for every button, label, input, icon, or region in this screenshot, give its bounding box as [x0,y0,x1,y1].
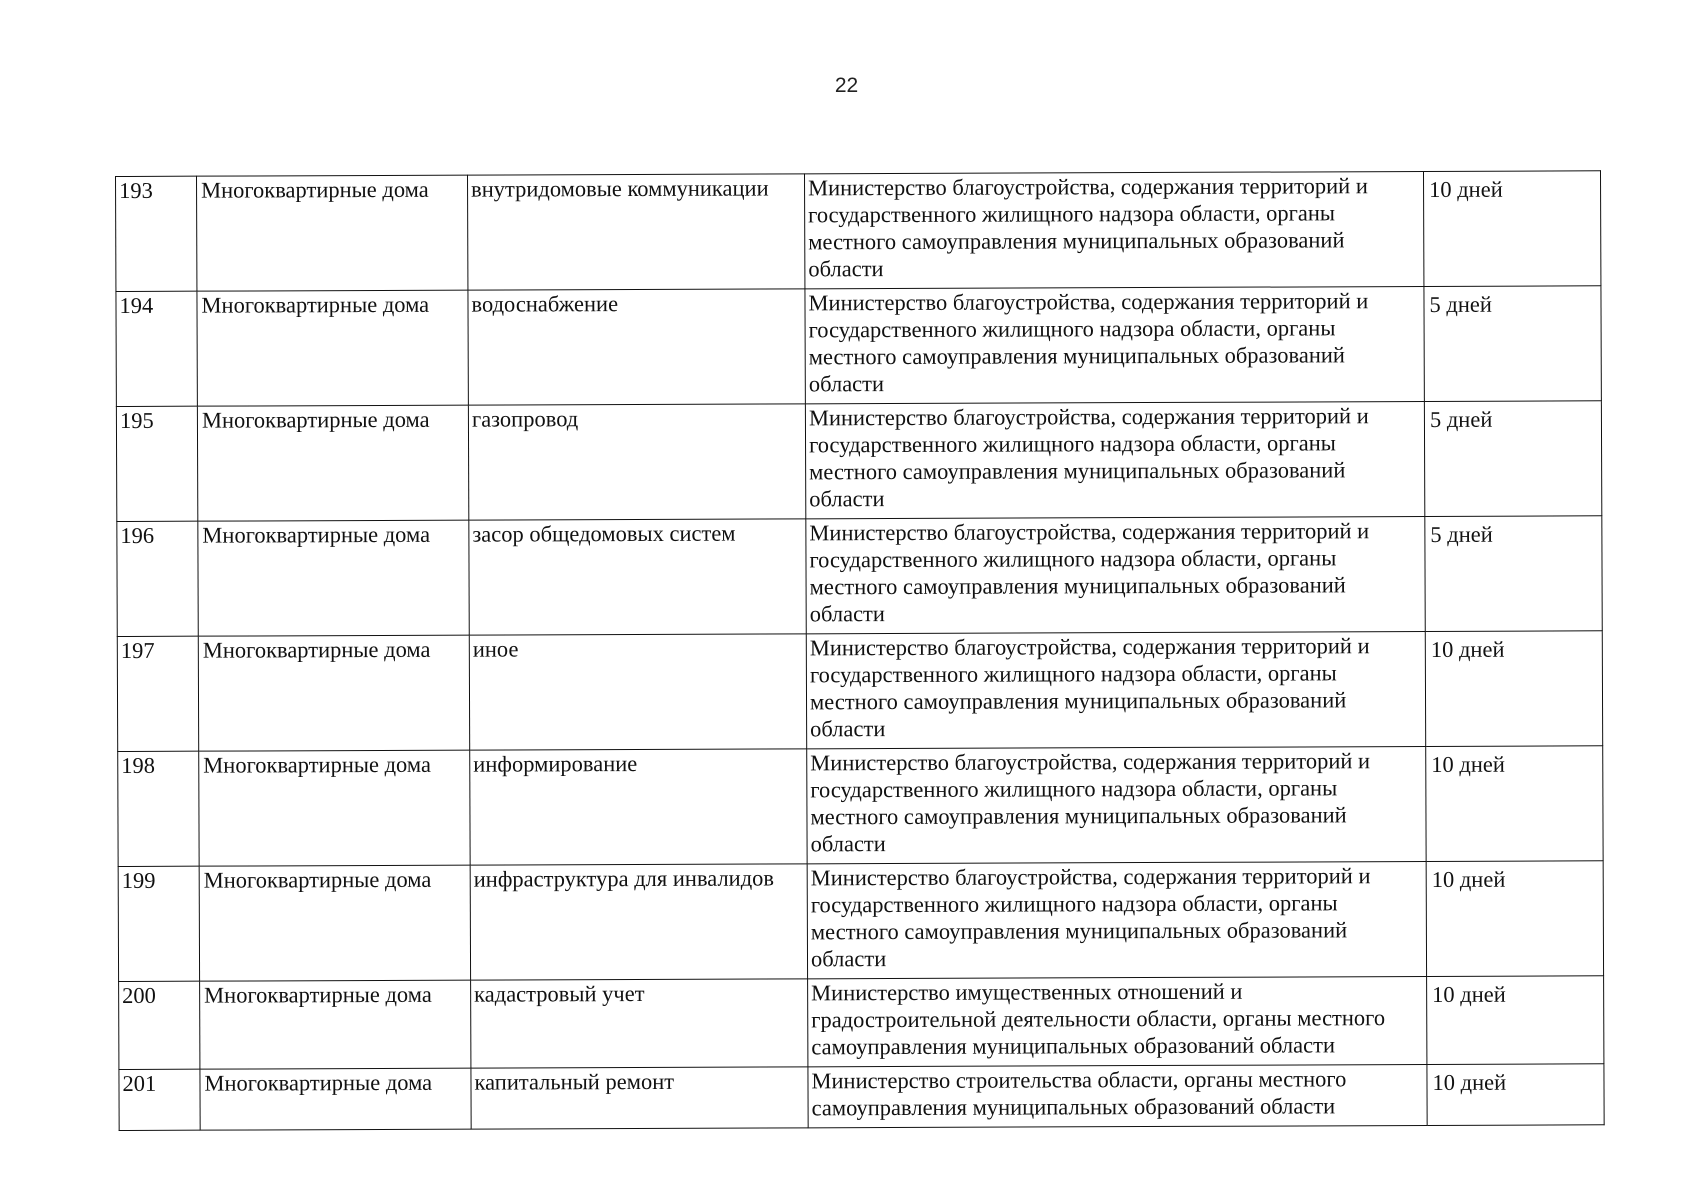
page-number: 22 [834,74,859,97]
row-number: 199 [118,866,199,981]
table-row [119,976,1604,1070]
response-period: 5 дней [1424,286,1601,402]
issue-topic: газопровод [468,404,805,520]
issue-topic: внутридомовые коммуникации [467,174,804,290]
response-period: 10 дней [1426,746,1603,862]
issue-topic: инфраструктура для инвалидов [470,864,807,980]
row-number: 196 [117,521,198,636]
table-row [116,401,1601,522]
responsible-authority: Министерство имущественных отношений и градостроительной деятельности области, органы местного самоуправления муниципальных образований области [808,976,1427,1066]
table-row [116,171,1601,292]
responsible-authority: Министерство благоустройства, содержания территорий и государственного жилищного надзора области, органы местного самоуправления муниципальных образований области [805,401,1424,518]
registry-table-body [116,171,1605,1131]
responsible-authority: Министерство благоустройства, содержания территорий и государственного жилищного надзора области, органы местного самоуправления муниципальных образований области [807,861,1426,978]
object-category: Многоквартирные дома [197,175,468,291]
responsible-authority: Министерство благоустройства, содержания территорий и государственного жилищного надзора области, органы местного самоуправления муниципальных образований области [806,631,1425,748]
issue-topic: капитальный ремонт [471,1067,808,1129]
object-category: Многоквартирные дома [197,405,468,521]
response-period: 10 дней [1423,171,1600,287]
issue-topic: засор общедомовых систем [469,519,806,635]
table-row [119,1064,1604,1131]
object-category: Многоквартирные дома [198,635,469,751]
table-row [117,516,1602,637]
row-number: 200 [119,981,200,1069]
issue-topic: кадастровый учет [471,979,808,1068]
table-row [118,861,1603,982]
response-period: 10 дней [1425,631,1602,747]
row-number: 198 [118,751,199,866]
object-category: Многоквартирные дома [197,290,468,406]
responsible-authority: Министерство благоустройства, содержания территорий и государственного жилищного надзора области, органы местного самоуправления муниципальных образований области [805,286,1424,403]
issue-topic: информирование [470,749,807,865]
response-period: 10 дней [1427,976,1604,1065]
responsible-authority: Министерство строительства области, органы местного самоуправления муниципальных образований области [808,1064,1427,1127]
response-period: 5 дней [1425,516,1602,632]
object-category: Многоквартирные дома [199,865,470,981]
response-period: 10 дней [1426,861,1603,977]
registry-table [115,170,1605,1131]
row-number: 195 [116,406,197,521]
object-category: Многоквартирные дома [198,520,469,636]
row-number: 197 [117,636,198,751]
responsible-authority: Министерство благоустройства, содержания территорий и государственного жилищного надзора области, органы местного самоуправления муниципальных образований области [807,746,1426,863]
table-row [117,631,1602,752]
issue-topic: иное [469,634,806,750]
table-row [116,286,1601,407]
object-category: Многоквартирные дома [200,1068,471,1130]
table-row [118,746,1603,867]
issue-topic: водоснабжение [468,289,805,405]
responsible-authority: Министерство благоустройства, содержания территорий и государственного жилищного надзора области, органы местного самоуправления муниципальных образований области [806,516,1425,633]
object-category: Многоквартирные дома [200,980,471,1069]
row-number: 201 [119,1069,200,1130]
response-period: 10 дней [1427,1064,1604,1126]
response-period: 5 дней [1424,401,1601,517]
responsible-authority: Министерство благоустройства, содержания территорий и государственного жилищного надзора области, органы местного самоуправления муниципальных образований области [804,171,1423,288]
row-number: 193 [116,176,197,291]
object-category: Многоквартирные дома [199,750,470,866]
row-number: 194 [116,291,197,406]
